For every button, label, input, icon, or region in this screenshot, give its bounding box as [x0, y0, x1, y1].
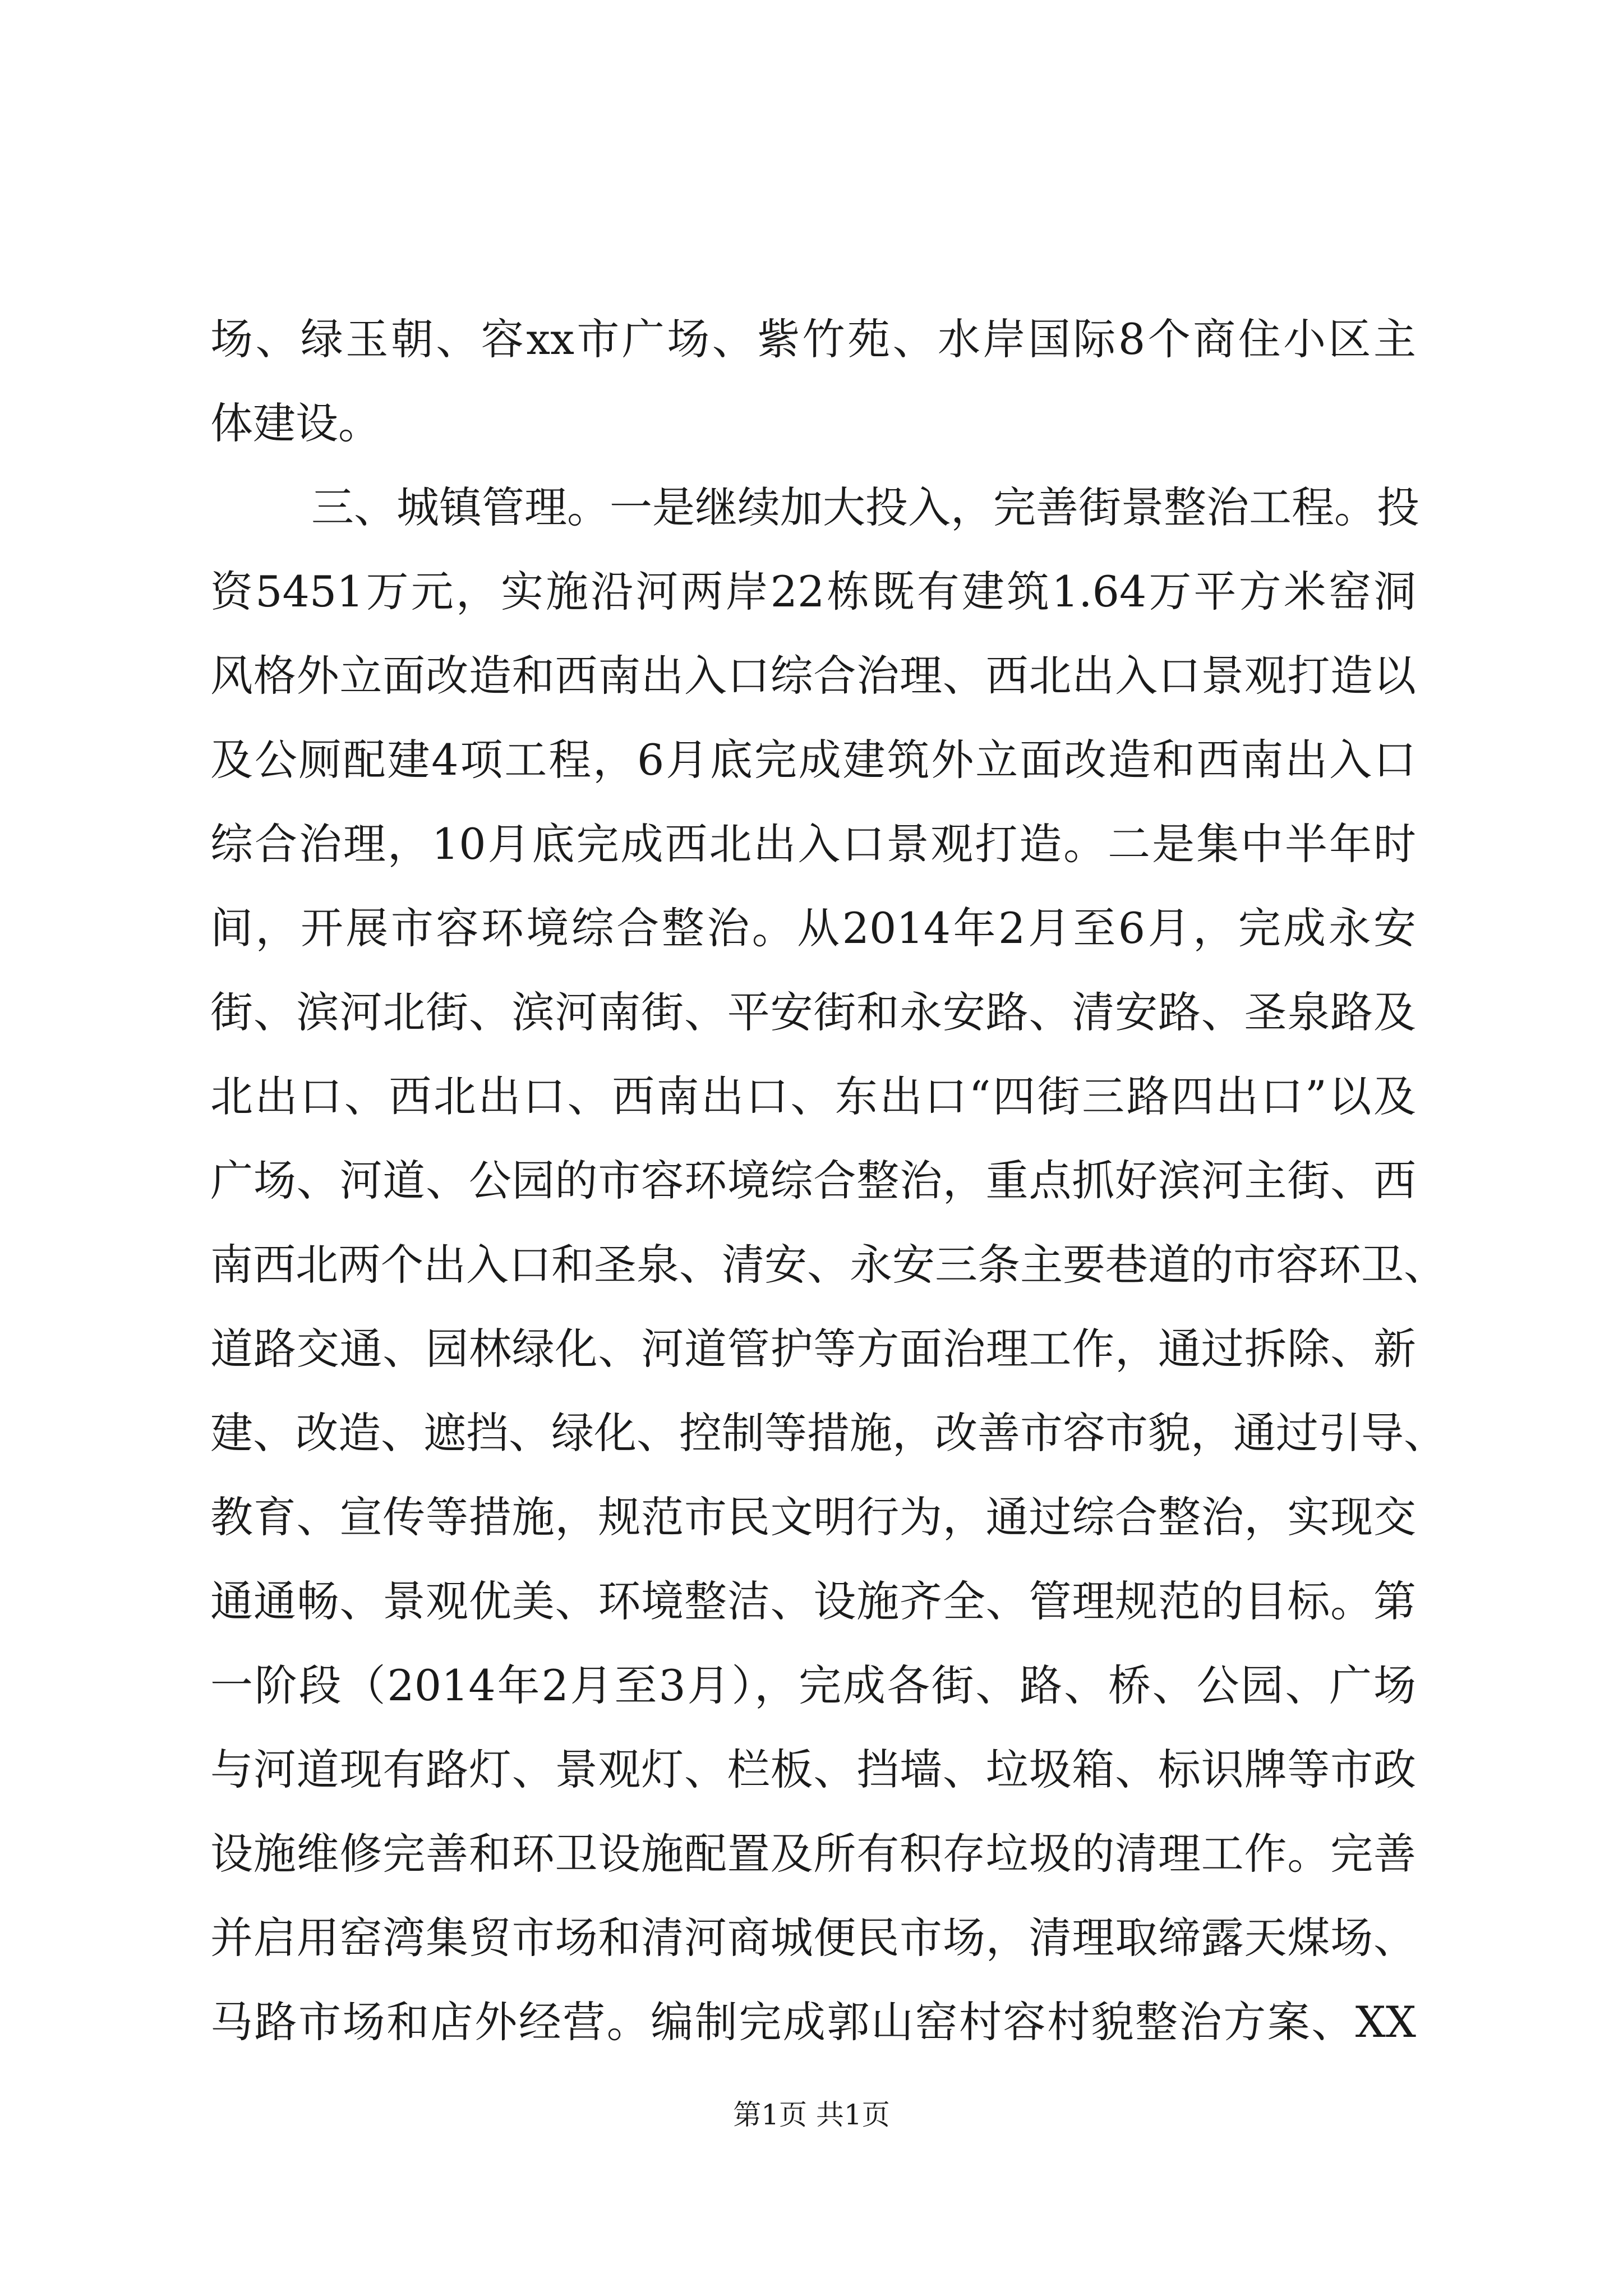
text-line: 并启用窑湾集贸市场和清河商城便民市场，清理取缔露天煤场、: [210, 1913, 1416, 1963]
text-line: 场、绿玉朝、容xx市广场、紫竹苑、水岸国际8个商住小区主: [210, 314, 1416, 364]
page-footer: [0, 2095, 1623, 2134]
text-line: 街、滨河北街、滨河南街、平安街和永安路、清安路、圣泉路及: [210, 987, 1416, 1037]
document-body: [210, 297, 1446, 2064]
text-line: 广场、河道、公园的市容环境综合整治，重点抓好滨河主街、西: [210, 1156, 1416, 1205]
text-line: 及公厕配建4项工程，6月底完成建筑外立面改造和西南出入口: [210, 735, 1416, 785]
text-line: 风格外立面改造和西南出入口综合治理、西北出入口景观打造以: [210, 651, 1416, 701]
text-line: 建、改造、遮挡、绿化、控制等措施，改善市容市貌，通过引导、: [210, 1408, 1446, 1458]
text-line: 体建设。: [210, 398, 381, 448]
text-line: 综合治理，10月底完成西北出入口景观打造。二是集中半年时: [210, 819, 1416, 869]
text-line: 一阶段（2014年2月至3月），完成各街、路、桥、公园、广场: [210, 1660, 1416, 1710]
text-line: 资5451万元，实施沿河两岸22栋既有建筑1.64万平方米窑洞: [210, 567, 1416, 616]
text-line: 与河道现有路灯、景观灯、栏板、挡墙、垃圾箱、标识牌等市政: [210, 1745, 1416, 1795]
text-line: 马路市场和店外经营。编制完成郭山窑村容村貌整治方案、XX: [210, 1997, 1416, 2047]
text-line: 三、城镇管理。一是继续加大投入，完善街景整治工程。投: [311, 482, 1419, 532]
text-line: 设施维修完善和环卫设施配置及所有积存垃圾的清理工作。完善: [210, 1829, 1416, 1879]
text-line: 道路交通、园林绿化、河道管护等方面治理工作，通过拆除、新: [210, 1324, 1416, 1374]
text-line: 通通畅、景观优美、环境整洁、设施齐全、管理规范的目标。第: [210, 1576, 1416, 1626]
text-line: 南西北两个出入口和圣泉、清安、永安三条主要巷道的市容环卫、: [210, 1240, 1446, 1290]
text-line: 北出口、西北出口、西南出口、东出口“四街三路四出口”以及: [210, 1071, 1416, 1121]
page-number-label: 第1页 共1页: [733, 2099, 890, 2131]
text-line: 教育、宣传等措施，规范市民文明行为，通过综合整治，实现交: [210, 1492, 1416, 1542]
text-line: 间，开展市容环境综合整治。从2014年2月至6月，完成永安: [210, 903, 1416, 953]
